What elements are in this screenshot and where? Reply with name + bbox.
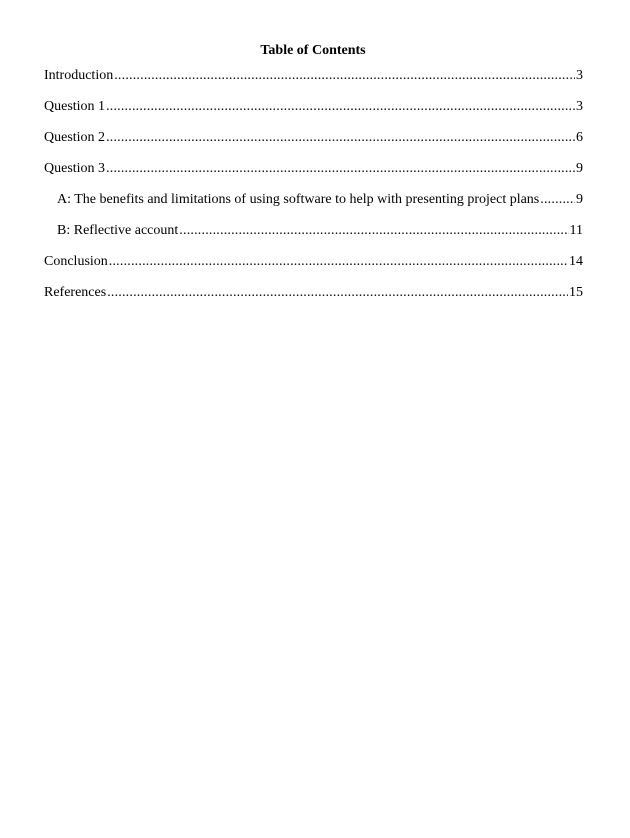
toc-entry-question-3-a[interactable] — [44, 191, 583, 222]
toc-title: Table of Contents — [260, 43, 366, 58]
toc-entry-page-number: 6 — [576, 130, 583, 145]
toc-entry-page-number: 11 — [569, 223, 583, 238]
dot-leader — [106, 160, 575, 178]
toc-entry-page-number: 14 — [569, 254, 583, 269]
toc-entry-introduction[interactable] — [44, 67, 583, 98]
toc-entry-label: B: Reflective account — [57, 223, 179, 238]
toc-entry-question-1[interactable] — [44, 98, 583, 129]
toc-entry-label: Introduction — [44, 68, 114, 83]
toc-entry-page-number: 9 — [576, 192, 583, 207]
toc-entry-page-number: 3 — [576, 99, 583, 114]
toc-entry-question-2[interactable] — [44, 129, 583, 160]
toc-entry-label: Question 1 — [44, 99, 106, 114]
toc-entry-conclusion[interactable] — [44, 253, 583, 284]
dot-leader — [107, 284, 568, 302]
toc-entry-label: Question 2 — [44, 130, 106, 145]
dot-leader — [106, 98, 575, 116]
toc-entry-label: A: The benefits and limitations of using software to help with presenting project plans — [57, 192, 540, 207]
toc-list — [44, 67, 583, 315]
toc-entry-label: References — [44, 285, 107, 300]
toc-entry-page-number: 3 — [576, 68, 583, 83]
dot-leader — [109, 253, 568, 271]
toc-entry-question-3-b[interactable] — [44, 222, 583, 253]
toc-entry-question-3[interactable] — [44, 160, 583, 191]
dot-leader — [114, 67, 575, 85]
dot-leader — [540, 191, 575, 209]
toc-entry-label: Question 3 — [44, 161, 106, 176]
dot-leader — [106, 129, 575, 147]
toc-entry-page-number: 9 — [576, 161, 583, 176]
toc-entry-label: Conclusion — [44, 254, 108, 269]
toc-entry-references[interactable] — [44, 284, 583, 315]
toc-entry-page-number: 15 — [569, 285, 583, 300]
dot-leader — [179, 222, 568, 240]
